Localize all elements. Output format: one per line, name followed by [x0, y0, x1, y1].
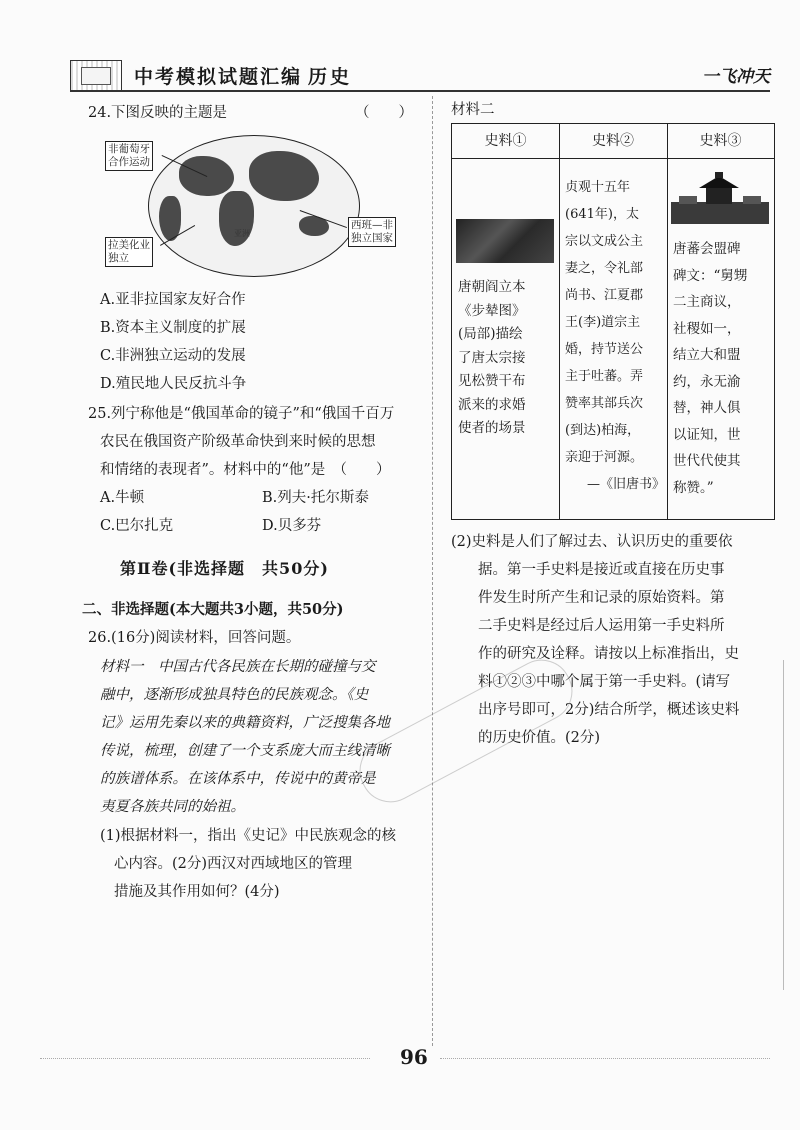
header-title: 中考模拟试题汇编	[134, 66, 303, 88]
q26-sub2-line-6: 料①②③中哪个属于第一手史料。(请写	[478, 674, 731, 690]
q26-sub2-line-4: 二手史料是经过后人运用第一手史料所	[478, 618, 725, 634]
q26-sub2-line-5: 作的研究及诠释。请按以上标准指出，史	[478, 646, 739, 662]
source-3-head: 史料③	[667, 124, 774, 159]
sources-table	[451, 123, 775, 520]
section-2-title: 第Ⅱ卷(非选择题 共50分)	[120, 559, 329, 578]
q26-stem: 26.(16分)阅读材料，回答问题。	[88, 630, 301, 646]
source-2-column	[559, 124, 667, 519]
world-map-figure	[100, 135, 410, 283]
q26-sub2-line-8: 的历史价值。(2分)	[478, 730, 601, 746]
material1-line-4: 传说，梳理，创建了一个支系庞大而主线清晰	[100, 743, 390, 759]
stele-temple-image-icon	[671, 172, 769, 224]
q25-option-d[interactable]: D.贝多芬	[262, 518, 322, 534]
material1-line-5: 的族谱体系。在该体系中，传说中的黄帝是	[100, 771, 376, 787]
q25-line-2: 农民在俄国资产阶级革命快到来时候的思想	[100, 434, 376, 450]
source-2-text: 贞观十五年 (641年)，太 宗以文成公主 妻之，令礼部 尚书、江夏郡 王(李)道宗主 婚，持节送公 主于吐蕃。弄 赞率其部兵次 (到达)柏海， 亲迎于河源。 —《旧唐书》	[565, 180, 666, 492]
q25-option-c[interactable]: C.巴尔扎克	[100, 518, 174, 534]
map-label-left: 拉美化业 独立	[105, 237, 153, 267]
q24-stem: 24.下图反映的主题是	[88, 105, 228, 121]
map-label-top-left: 非葡萄牙 合作运动	[105, 141, 153, 171]
source-1-column	[452, 124, 559, 519]
q24-option-a[interactable]: A.亚非拉国家友好合作	[100, 292, 246, 308]
map-label-right: 西班—非 独立国家	[348, 217, 396, 247]
q26-sub2-line-3: 件发生时所产生和记录的原始资料。第	[478, 590, 725, 606]
source-3-text: 唐蕃会盟碑 碑文：“舅甥 二主商议， 社稷如一， 结立大和盟 约，永无渝 替，神人俱 以证知，世 世代代使其 称赞。”	[673, 241, 748, 496]
q24-answer-paren: （ ）	[355, 105, 413, 121]
material1-line-2: 融中，逐渐形成独具特色的民族观念。《史	[100, 687, 369, 703]
material1-line-6: 夷夏各族共同的始祖。	[100, 799, 245, 815]
q24-option-b[interactable]: B.资本主义制度的扩展	[100, 320, 246, 336]
source-3-column	[667, 124, 774, 519]
q26-sub1-line-1: (1)根据材料一，指出《史记》中民族观念的核	[100, 828, 397, 844]
footer-dots-left	[40, 1058, 370, 1059]
q25-line-3: 和情绪的表现者”。材料中的“他”是 （ ）	[100, 462, 391, 478]
q26-sub1-line-3: 措施及其作用如何？(4分)	[114, 884, 280, 900]
header-brand: 一飞冲天	[702, 67, 770, 87]
page-header	[70, 58, 770, 92]
source-1-text: 唐朝阎立本 《步辇图》 (局部)描绘 了唐太宗接 见松赞干布 派来的求婚 使者的场景	[458, 279, 526, 436]
header-subject: 历史	[308, 66, 353, 88]
material1-line-1: 材料一 中国古代各民族在长期的碰撞与交	[100, 659, 376, 675]
world-map-icon	[148, 135, 360, 277]
q24-option-c[interactable]: C.非洲独立运动的发展	[100, 348, 246, 364]
source-1-head: 史料①	[452, 124, 559, 159]
source-2-head: 史料②	[559, 124, 667, 159]
q25-option-b[interactable]: B.列夫·托尔斯泰	[262, 490, 369, 506]
q26-sub1-line-2: 心内容。(2分)西汉对西域地区的管理	[114, 856, 353, 872]
header-rule	[70, 90, 770, 92]
section-2-heading: 二、非选择题(本大题共3小题，共50分)	[82, 601, 344, 618]
painting-image-icon	[456, 219, 554, 263]
page-number: 96	[400, 1045, 428, 1069]
q26-sub2-line-1: (2)史料是人们了解过去、认识历史的重要依	[451, 534, 733, 550]
material1-line-3: 记》运用先秦以来的典籍资料，广泛搜集各地	[100, 715, 390, 731]
q26-sub2-line-2: 据。第一手史料是接近或直接在历史事	[478, 562, 725, 578]
q25-line-1: 25.列宁称他是“俄国革命的镜子”和“俄国千百万	[88, 406, 395, 422]
material2-label: 材料二	[451, 102, 495, 118]
q25-option-a[interactable]: A.牛顿	[100, 490, 145, 506]
q24-option-d[interactable]: D.殖民地人民反抗斗争	[100, 376, 247, 392]
book-logo-icon	[70, 60, 122, 92]
footer-dots-right	[440, 1058, 770, 1059]
column-divider	[432, 96, 433, 1046]
margin-rule	[783, 660, 784, 990]
q26-sub2-line-7: 出序号即可，2分)结合所学，概述该史料	[478, 702, 740, 718]
map-inner-label: 亚洲	[234, 229, 250, 238]
